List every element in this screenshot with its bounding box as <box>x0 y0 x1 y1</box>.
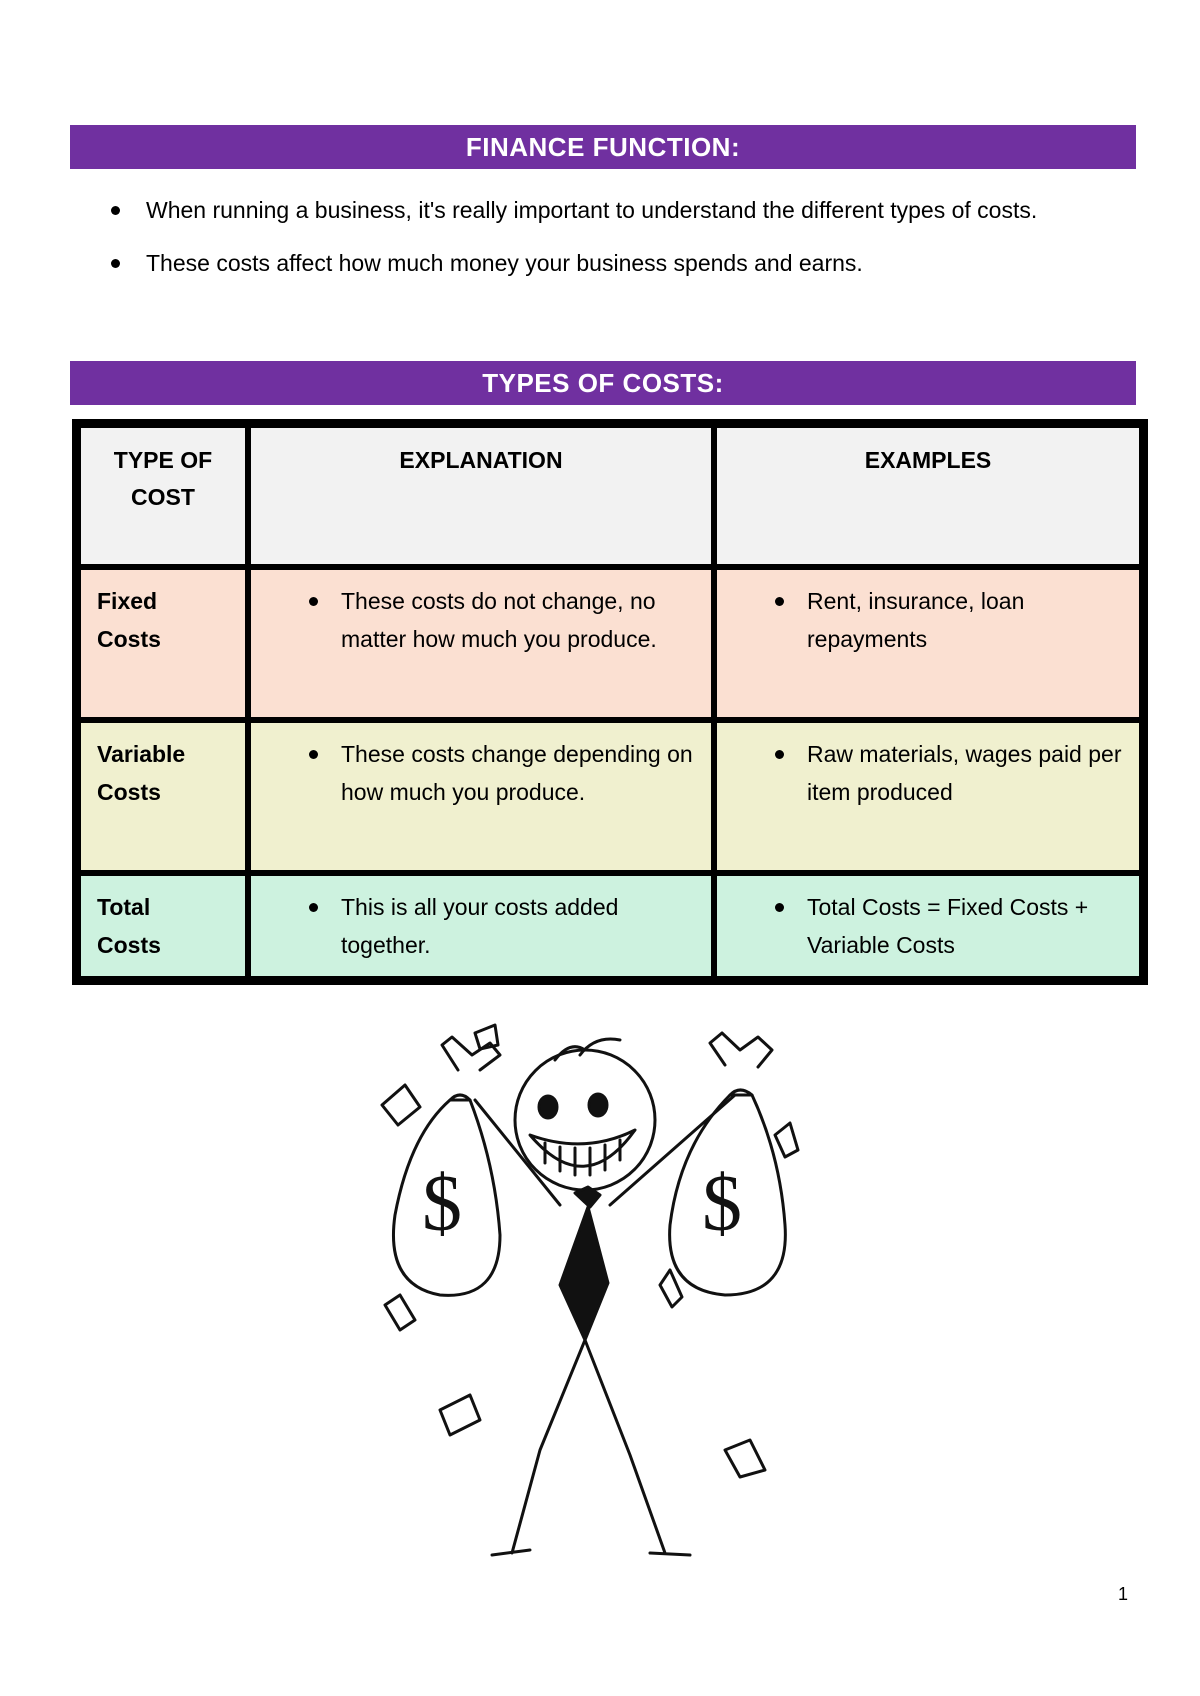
header-examples: EXAMPLES <box>717 428 1139 564</box>
bullet-icon <box>111 206 120 215</box>
intro-bullet-list <box>100 184 1130 290</box>
finance-function-heading <box>70 125 1136 169</box>
bullet-icon <box>775 750 784 759</box>
tie-icon <box>560 1187 608 1340</box>
bullet-icon <box>111 259 120 268</box>
money-bag-icon <box>393 1037 500 1295</box>
dollar-sign-right: $ <box>702 1160 742 1248</box>
row-type-fixed: Fixed Costs <box>81 570 245 717</box>
list-item: When running a business, it's really important to understand the different types of costs. <box>100 184 1130 237</box>
row-examples: Rent, insurance, loan repayments <box>717 570 1139 717</box>
row-type-variable: Variable Costs <box>81 723 245 870</box>
dollar-sign-left: $ <box>422 1160 462 1248</box>
table-row <box>81 570 1139 717</box>
row-explanation: This is all your costs added together. <box>251 876 711 976</box>
table-row <box>81 723 1139 870</box>
row-type-total: Total Costs <box>81 876 245 976</box>
bullet-icon <box>775 903 784 912</box>
row-examples: Raw materials, wages paid per item produced <box>717 723 1139 870</box>
header-type-of-cost: TYPE OF COST <box>81 428 245 564</box>
money-bag-icon <box>670 1033 786 1295</box>
stick-figure-money-bags-illustration <box>380 1015 880 1585</box>
row-explanation: These costs change depending on how much you produce. <box>251 723 711 870</box>
types-of-costs-heading <box>70 361 1136 405</box>
header-explanation: EXPLANATION <box>251 428 711 564</box>
cost-types-table <box>72 419 1148 985</box>
types-of-costs-title: TYPES OF COSTS: <box>482 367 724 398</box>
bullet-icon <box>309 597 318 606</box>
table-row <box>81 876 1139 976</box>
smiling-face-icon <box>515 1039 655 1190</box>
page-number: 1 <box>1118 1584 1129 1604</box>
list-item: These costs affect how much money your business spends and earns. <box>100 237 1130 290</box>
bullet-icon <box>775 597 784 606</box>
table-header-row <box>81 428 1139 564</box>
finance-function-title: FINANCE FUNCTION: <box>465 131 741 162</box>
row-examples: Total Costs = Fixed Costs + Variable Costs <box>717 876 1139 976</box>
stick-body-icon <box>492 1340 690 1555</box>
row-explanation: These costs do not change, no matter how much you produce. <box>251 570 711 717</box>
bullet-icon <box>309 903 318 912</box>
bullet-icon <box>309 750 318 759</box>
